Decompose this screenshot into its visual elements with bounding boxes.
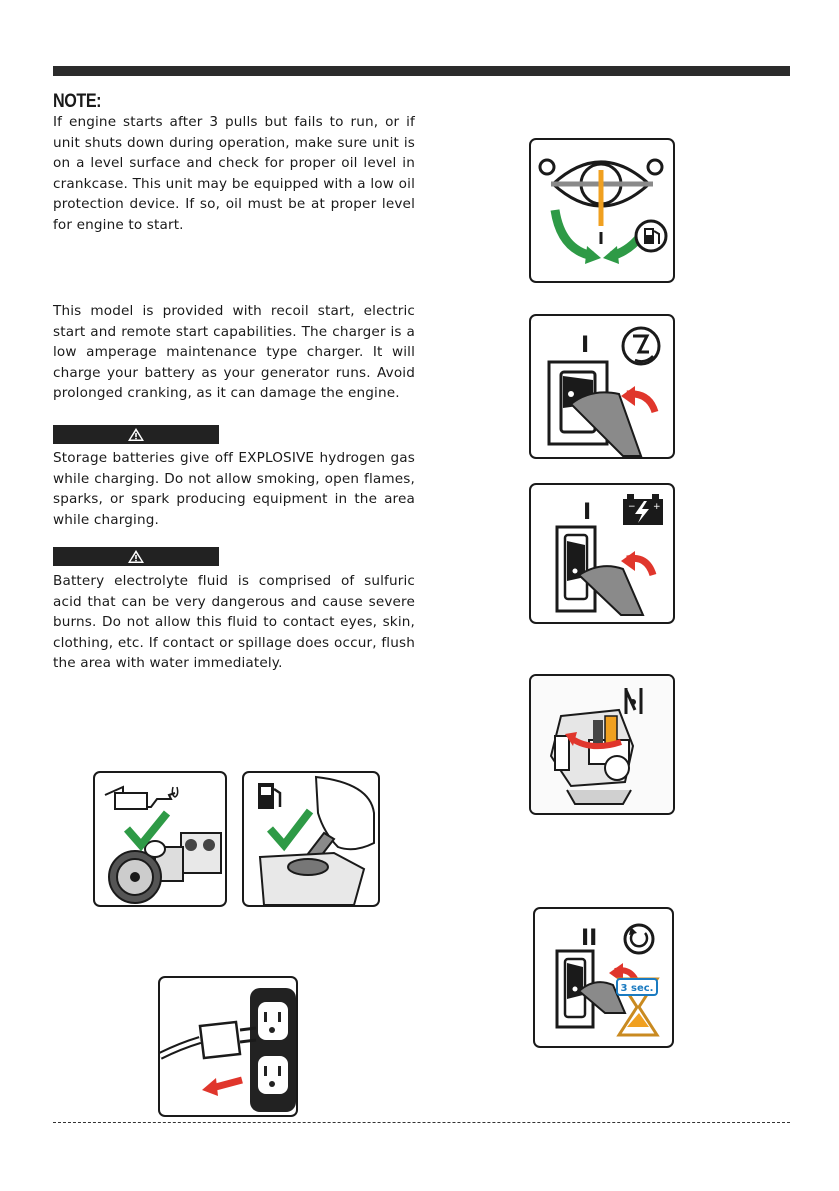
warning-triangle-icon	[127, 549, 145, 564]
fuel-pump-icon	[258, 783, 274, 809]
fuel-valve-figure	[529, 138, 675, 283]
switch-position-label: I	[583, 500, 592, 525]
battery-switch-figure	[529, 483, 675, 624]
timer-label: 3 sec.	[620, 983, 654, 994]
warning-triangle-icon	[127, 427, 145, 442]
warning-banner-1	[53, 425, 219, 444]
svg-text:+: +	[653, 502, 661, 512]
header-rule	[53, 66, 790, 76]
switch-position-label: I	[581, 333, 590, 358]
svg-text:−: −	[628, 502, 636, 512]
choke-lever-figure	[529, 674, 675, 815]
engine-switch-figure	[529, 314, 675, 459]
run-switch-figure	[533, 907, 674, 1048]
starter-info-text: This model is provided with recoil start, electric start and remote start capabilities. The charger is a low amperage maintenance type charger. It will charge your battery as your generator runs. Avoid prolonged cranking, as it can damage the engine.	[53, 303, 415, 402]
unplug-cord-figure	[158, 976, 298, 1117]
oil-check-figure	[93, 771, 227, 907]
switch-position-label: II	[581, 926, 598, 951]
note-title: NOTE:	[53, 91, 102, 112]
warning-text-1: Storage batteries give off EXPLOSIVE hydrogen gas while charging. Do not allow smoking, open flames, sparks, or spark producing equipment in the area while charging.	[53, 450, 415, 528]
engine-start-icon	[625, 925, 653, 953]
note-text: If engine starts after 3 pulls but fails to run, or if unit shuts down during operation, make sure unit is on a level surface and check for proper oil level in crankcase. This unit may be equipped with a low oil protection device. If so, oil must be at proper level for engine to start.	[53, 114, 415, 233]
warning-banner-2	[53, 547, 219, 566]
footer-rule	[53, 1122, 790, 1123]
fuel-check-figure	[242, 771, 380, 907]
warning-text-2: Battery electrolyte fluid is comprised of sulfuric acid that can be very dangerous and cause severe burns. Do not allow this fluid to contact eyes, skin, clothing, etc. If contact or spillage does occur, flush the area with water immediately.	[53, 573, 415, 672]
